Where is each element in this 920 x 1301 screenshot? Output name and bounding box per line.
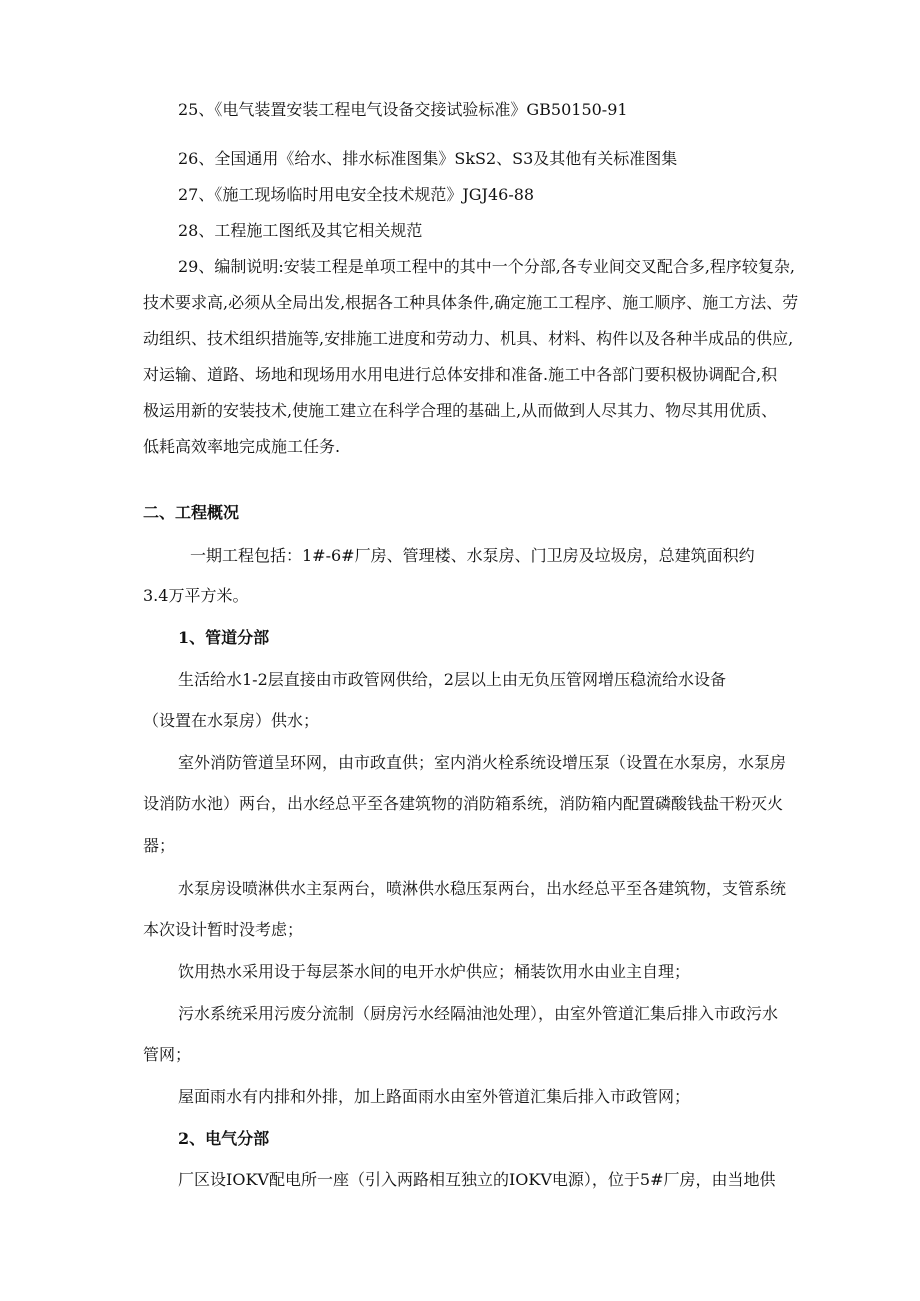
reference-item: 28、工程施工图纸及其它相关规范: [178, 221, 423, 240]
body-line: 室外消防管道呈环网，由市政直供；室内消火栓系统设增压泵（设置在水泵房，水泵房: [178, 753, 787, 772]
note-line: 极运用新的安装技术,使施工建立在科学合理的基础上,从而做到人尽其力、物尽其用优质、: [143, 401, 778, 420]
subsection-heading: 1、管道分部: [178, 628, 270, 647]
body-line: 生活给水1-2层直接由市政管网供给，2层以上由无负压管网增压稳流给水设备: [178, 670, 726, 689]
body-line: （设置在水泵房）供水；: [143, 711, 320, 730]
intro-line: 一期工程包括：1#-6#厂房、管理楼、水泵房、门卫房及垃圾房，总建筑面积约: [190, 546, 755, 565]
reference-item: 27、《施工现场临时用电安全技术规范》JGJ46-88: [178, 185, 535, 204]
body-line: 本次设计暂时没考虑；: [143, 920, 304, 939]
reference-item: 26、全国通用《给水、排水标准图集》SkS2、S3及其他有关标准图集: [178, 149, 678, 168]
body-line: 污水系统采用污废分流制（厨房污水经隔油池处理），由室外管道汇集后排入市政污水: [178, 1004, 779, 1023]
intro-line: 3.4万平方米。: [143, 586, 249, 605]
note-line: 对运输、道路、场地和现场用水用电进行总体安排和准备.施工中各部门要积极协调配合,积: [143, 365, 778, 384]
body-line: 厂区设IOKV配电所一座（引入两路相互独立的IOKV电源），位于5#厂房，由当地供: [178, 1170, 776, 1189]
body-line: 设消防水池）两台，出水经总平至各建筑物的消防箱系统，消防箱内配置磷酸钱盐干粉灭火: [143, 794, 784, 813]
note-line: 29、编制说明:安装工程是单项工程中的其中一个分部,各专业间交叉配合多,程序较复杂,: [178, 257, 796, 276]
body-line: 器；: [143, 836, 176, 855]
body-line: 饮用热水采用设于每层茶水间的电开水炉供应；桶装饮用水由业主自理；: [178, 962, 691, 981]
note-line: 技术要求高,必须从全局出发,根据各工种具体条件,确定施工工程序、施工顺序、施工方法、劳: [143, 293, 799, 312]
note-line: 动组织、技术组织措施等,安排施工进度和劳动力、机具、材料、构件以及各种半成品的供应,: [143, 329, 794, 348]
subsection-heading: 2、电气分部: [178, 1129, 270, 1148]
section-heading: 二、工程概况: [143, 503, 240, 522]
reference-item: 25、《电气装置安装工程电气设备交接试验标准》GB50150-91: [178, 100, 628, 119]
body-line: 管网；: [143, 1045, 192, 1064]
body-line: 屋面雨水有内排和外排，加上路面雨水由室外管道汇集后排入市政管网；: [178, 1087, 691, 1106]
note-line: 低耗高效率地完成施工任务.: [143, 437, 341, 456]
body-line: 水泵房设喷淋供水主泵两台，喷淋供水稳压泵两台，出水经总平至各建筑物，支管系统: [178, 879, 787, 898]
